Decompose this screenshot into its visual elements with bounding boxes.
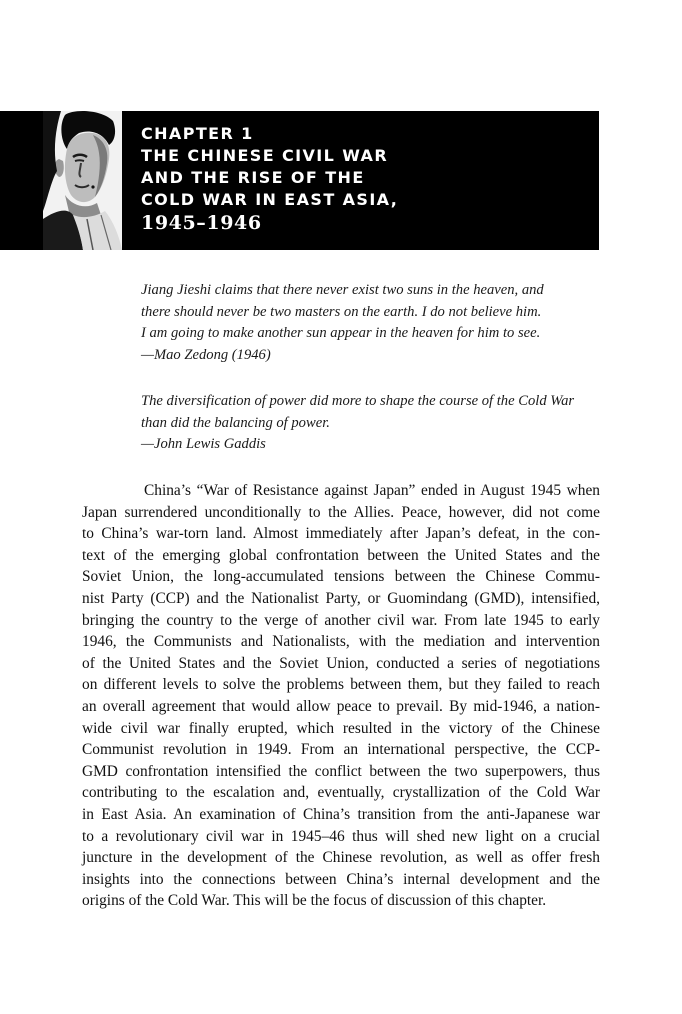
body-line: 1946, the Communists and Nationalists, with the mediation and intervention (82, 633, 600, 651)
body-line: insights into the connections between China’s internal development and the (82, 870, 600, 888)
chapter-years: 1945–1946 (141, 212, 262, 234)
epigraph-line: I am going to make another sun appear in the heaven for him to see. (141, 325, 541, 341)
chapter-title-line: COLD WAR IN EAST ASIA, (141, 190, 399, 209)
body-line: wide civil war finally erupted, which resulted in the victory of the Chinese (82, 719, 600, 737)
body-line: text of the emerging global confrontation between the United States and the (82, 546, 600, 564)
body-line: origins of the Cold War. This will be the focus of discussion of this chapter. (82, 892, 547, 910)
body-line: an overall agreement that would allow peace to prevail. By mid-1946, a nation- (82, 697, 600, 715)
body-line: contributing to the escalation and, eventually, crystallization of the Cold War (82, 784, 600, 802)
body-line: Japan surrendered unconditionally to the Allies. Peace, however, did not come (82, 503, 600, 521)
epigraph-line: The diversification of power did more to shape the course of the Cold War (141, 393, 575, 409)
body-line: Communist revolution in 1949. From an international perspective, the CCP- (82, 741, 600, 759)
body-line: to China’s war-torn land. Almost immediately after Japan’s defeat, in the con- (82, 525, 600, 543)
body-line: nist Party (CCP) and the Nationalist Party, or Guomindang (GMD), intensified, (82, 589, 600, 607)
body-line: China’s “War of Resistance against Japan” ended in August 1945 when (144, 482, 600, 499)
epigraph-line: Jiang Jieshi claims that there never exist two suns in the heaven, and (141, 282, 544, 298)
epigraph-line: there should never be two masters on the earth. I do not believe him. (141, 303, 542, 320)
epigraph-attribution: —John Lewis Gaddis (141, 436, 266, 452)
epigraph-line: than did the balancing of power. (141, 414, 330, 431)
body-line: on different levels to solve the problems between them, but they failed to reach (82, 676, 600, 694)
body-line: bringing the country to the verge of another civil war. From late 1945 to early (82, 611, 600, 629)
body-line: to a revolutionary civil war in 1945–46 thus will shed new light on a crucial (82, 827, 600, 845)
chapter-label: CHAPTER 1 (141, 124, 254, 143)
chapter-banner (0, 111, 599, 250)
body-paragraph (82, 480, 600, 912)
body-line: Soviet Union, the long-accumulated tensions between the Chinese Commu- (82, 568, 600, 586)
portrait-image (43, 111, 122, 250)
body-line: of the United States and the Soviet Union, conducted a series of negotiations (82, 654, 600, 672)
epigraph-gaddis (141, 391, 611, 456)
epigraph-attribution: —Mao Zedong (1946) (141, 346, 271, 363)
body-line: juncture in the development of the Chinese revolution, as well as offer fresh (82, 849, 600, 867)
chapter-title-line: THE CHINESE CIVIL WAR (141, 146, 389, 165)
epigraph-mao (141, 280, 611, 366)
chapter-title-line: AND THE RISE OF THE (141, 168, 365, 187)
body-line: GMD confrontation intensified the conflict between the two superpowers, thus (82, 762, 600, 780)
chapter-heading (141, 123, 581, 234)
body-line: in East Asia. An examination of China’s transition from the anti-Japanese war (82, 805, 600, 823)
